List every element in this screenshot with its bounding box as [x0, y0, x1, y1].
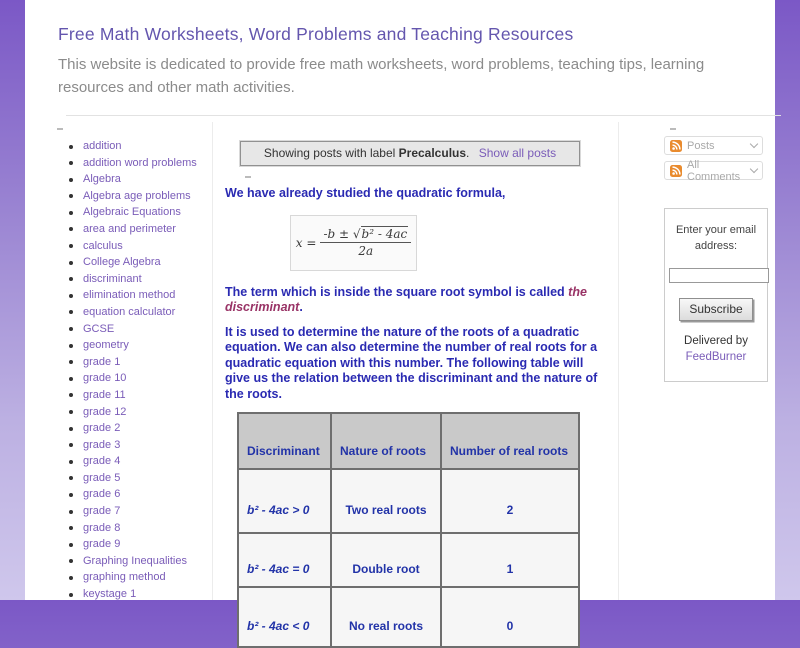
radical-sign: √ — [352, 227, 361, 241]
rss-icon — [670, 140, 682, 152]
label-link[interactable]: grade 10 — [83, 372, 127, 385]
chevron-down-icon — [750, 165, 758, 173]
label-list-item — [69, 337, 212, 354]
label-list-item — [69, 569, 212, 586]
formula-radicand: b² - 4ac — [361, 227, 408, 241]
label-link[interactable]: discriminant — [83, 272, 142, 285]
label-link[interactable]: Algebraic Equations — [83, 206, 181, 219]
filter-label: Precalculus — [398, 146, 467, 160]
discriminant-emphasis: the discriminant — [225, 284, 587, 314]
label-link[interactable]: area and perimeter — [83, 222, 176, 235]
label-list-item — [69, 486, 212, 503]
formula-denominator: 2a — [358, 244, 374, 258]
label-link[interactable]: GCSE — [83, 322, 115, 335]
label-link[interactable]: grade 6 — [83, 488, 121, 501]
table-header-row — [238, 413, 579, 469]
label-list-item — [69, 287, 212, 304]
label-link[interactable]: grade 3 — [83, 438, 121, 451]
formula-numerator: -b ± √b² - 4ac — [320, 227, 411, 243]
label-list-item — [69, 304, 212, 321]
page-content — [25, 0, 775, 633]
delivered-by-text: Delivered by — [684, 334, 748, 347]
label-link[interactable]: grade 4 — [83, 455, 121, 468]
label-list-item — [69, 271, 212, 288]
table-cell: 1 — [441, 533, 579, 587]
label-link[interactable]: calculus — [83, 239, 123, 252]
label-link[interactable]: elimination method — [83, 289, 176, 302]
rss-icon — [670, 165, 682, 177]
table-cell: 2 — [441, 469, 579, 533]
label-link[interactable]: grade 7 — [83, 505, 121, 518]
label-list-item — [69, 321, 212, 338]
chevron-down-icon — [750, 140, 758, 148]
label-list-item — [69, 354, 212, 371]
filter-banner — [240, 141, 580, 166]
table-header-cell: Discriminant — [238, 413, 331, 469]
label-list-item — [69, 404, 212, 421]
label-list — [69, 138, 212, 603]
quadratic-formula-image — [290, 215, 417, 271]
posts-feed-dropdown[interactable] — [664, 136, 763, 155]
label-list-item — [69, 586, 212, 603]
label-link[interactable]: graphing method — [83, 571, 166, 584]
label-link[interactable]: grade 1 — [83, 355, 121, 368]
label-link[interactable]: grade 5 — [83, 471, 121, 484]
collapsed-widget-dash — [670, 128, 676, 130]
collapsed-widget-dash — [57, 128, 63, 130]
label-link[interactable]: addition — [83, 140, 122, 152]
label-list-item — [69, 370, 212, 387]
right-sidebar — [638, 122, 768, 382]
main-column — [215, 122, 619, 633]
formula-lhs: x = — [295, 235, 317, 250]
table-cell: Double root — [331, 533, 441, 587]
table-cell: Two real roots — [331, 469, 441, 533]
label-list-item — [69, 254, 212, 271]
feedburner-link[interactable]: FeedBurner — [685, 350, 747, 363]
table-header-cell: Number of real roots — [441, 413, 579, 469]
label-list-item — [69, 437, 212, 454]
email-prompt: Enter your email address: — [675, 224, 757, 252]
label-link[interactable]: equation calculator — [83, 305, 176, 318]
label-list-item — [69, 221, 212, 238]
filter-banner-text: Showing posts with label — [263, 146, 399, 160]
comments-feed-dropdown[interactable] — [664, 158, 763, 183]
comments-feed-label: All Comments — [687, 158, 741, 183]
label-list-item — [69, 503, 212, 520]
table-cell: b² - 4ac < 0 — [238, 587, 331, 647]
table-cell: b² - 4ac = 0 — [238, 533, 331, 587]
labels-sidebar — [45, 122, 213, 600]
table-cell: b² - 4ac > 0 — [238, 469, 331, 533]
label-link[interactable]: Algebra age problems — [83, 189, 191, 202]
email-subscribe-box — [664, 208, 768, 382]
table-row — [238, 533, 579, 587]
posts-feed-label: Posts — [687, 139, 715, 152]
post-meta-dash — [245, 176, 251, 178]
header-divider — [66, 115, 781, 116]
show-all-posts-link[interactable]: Show all posts — [478, 146, 557, 160]
label-list-item — [69, 470, 212, 487]
label-list-item — [69, 536, 212, 553]
label-list-item — [69, 204, 212, 221]
table-row — [238, 587, 579, 647]
subscribe-button[interactable]: Subscribe — [679, 298, 752, 321]
label-list-item — [69, 453, 212, 470]
label-list-item — [69, 238, 212, 255]
formula-fraction — [320, 227, 411, 258]
site-header — [25, 0, 775, 116]
explanation-paragraph: It is used to determine the nature of the roots of a quadratic equation. We can also determine the number of real roots for a quadratic equation with this number. The following table will give us the relation between the discriminant and the nature of the roots. — [225, 324, 598, 401]
label-link[interactable]: grade 12 — [83, 405, 127, 418]
label-list-item — [69, 138, 212, 155]
label-list-item — [69, 420, 212, 437]
label-list-item — [69, 155, 212, 172]
label-link[interactable]: keystage 1 — [83, 588, 137, 601]
label-list-item — [69, 171, 212, 188]
site-title[interactable]: Free Math Worksheets, Word Problems and Teaching Resources — [58, 24, 574, 44]
label-link[interactable]: addition word problems — [83, 156, 197, 169]
label-link[interactable]: grade 8 — [83, 521, 121, 534]
label-list-item — [69, 553, 212, 570]
label-link[interactable]: geometry — [83, 339, 129, 352]
table-cell: 0 — [441, 587, 579, 647]
label-list-item — [69, 520, 212, 537]
label-list-item — [69, 387, 212, 404]
table-row — [238, 469, 579, 533]
label-link[interactable]: Algebra — [83, 173, 121, 186]
label-link[interactable]: grade 2 — [83, 422, 121, 435]
filter-banner-period: . — [466, 146, 470, 160]
site-subtitle: This website is dedicated to provide free math worksheets, word problems, teaching tips, learning resources and other math activities. — [58, 56, 705, 96]
table-header-cell: Nature of roots — [331, 413, 441, 469]
discriminant-paragraph: The term which is inside the square root symbol is called the discriminant. — [225, 284, 587, 314]
email-input[interactable] — [669, 268, 769, 283]
label-link[interactable]: College Algebra — [83, 256, 161, 269]
post-intro: We have already studied the quadratic formula, — [225, 186, 506, 200]
label-link[interactable]: grade 9 — [83, 538, 121, 551]
table-cell: No real roots — [331, 587, 441, 647]
label-link[interactable]: Graphing Inequalities — [83, 554, 187, 567]
label-list-item — [69, 188, 212, 205]
label-link[interactable]: grade 11 — [83, 388, 126, 401]
discriminant-table — [237, 412, 580, 648]
